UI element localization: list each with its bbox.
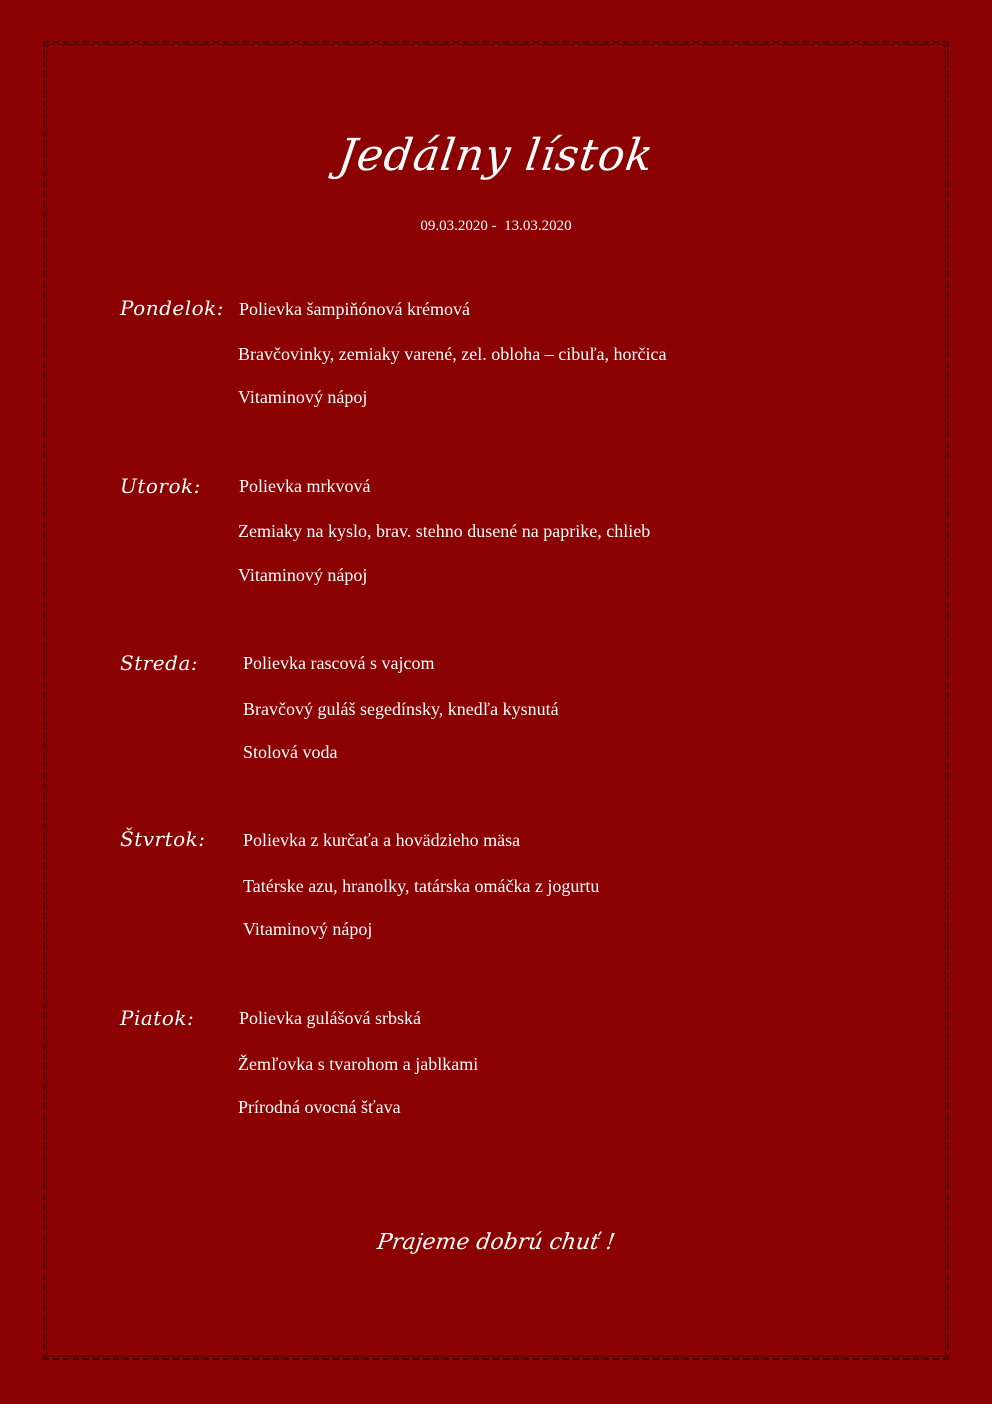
date-range: 09.03.2020 - 13.03.2020 bbox=[420, 218, 572, 234]
thursday-main: Tatérske azu, hranolky, tatárska omáčka z jogurtu bbox=[243, 876, 600, 896]
page-title: Jedálny lístok bbox=[335, 130, 658, 181]
thursday-soup: Polievka z kurčaťa a hovädzieho mäsa bbox=[243, 830, 521, 850]
wednesday-drink: Stolová voda bbox=[243, 742, 338, 762]
wednesday-main: Bravčový guláš segedínsky, knedľa kysnutá bbox=[243, 699, 559, 719]
wednesday-soup: Polievka rascová s vajcom bbox=[243, 653, 435, 673]
tuesday-drink: Vitaminový nápoj bbox=[238, 565, 368, 585]
tuesday-main: Zemiaky na kyslo, brav. stehno dusené na paprike, chlieb bbox=[238, 521, 651, 541]
monday-main: Bravčovinky, zemiaky varené, zel. obloha – cibuľa, horčica bbox=[238, 344, 667, 364]
day-label-monday: Pondelok: bbox=[120, 296, 225, 320]
day-label-friday: Piatok: bbox=[120, 1006, 195, 1030]
monday-soup: Polievka šampiňónová krémová bbox=[239, 299, 470, 319]
friday-soup: Polievka gulášová srbská bbox=[239, 1008, 421, 1028]
tuesday-soup: Polievka mrkvová bbox=[239, 476, 371, 496]
friday-main: Žemľovka s tvarohom a jablkami bbox=[238, 1054, 479, 1074]
day-label-thursday: Štvrtok: bbox=[120, 827, 206, 851]
thursday-drink: Vitaminový nápoj bbox=[243, 919, 373, 939]
friday-drink: Prírodná ovocná šťava bbox=[238, 1097, 401, 1117]
day-label-wednesday: Streda: bbox=[120, 651, 199, 675]
day-label-tuesday: Utorok: bbox=[120, 474, 201, 498]
monday-drink: Vitaminový nápoj bbox=[238, 387, 368, 407]
closing-wish: Prajeme dobrú chuť ! bbox=[375, 1230, 617, 1255]
